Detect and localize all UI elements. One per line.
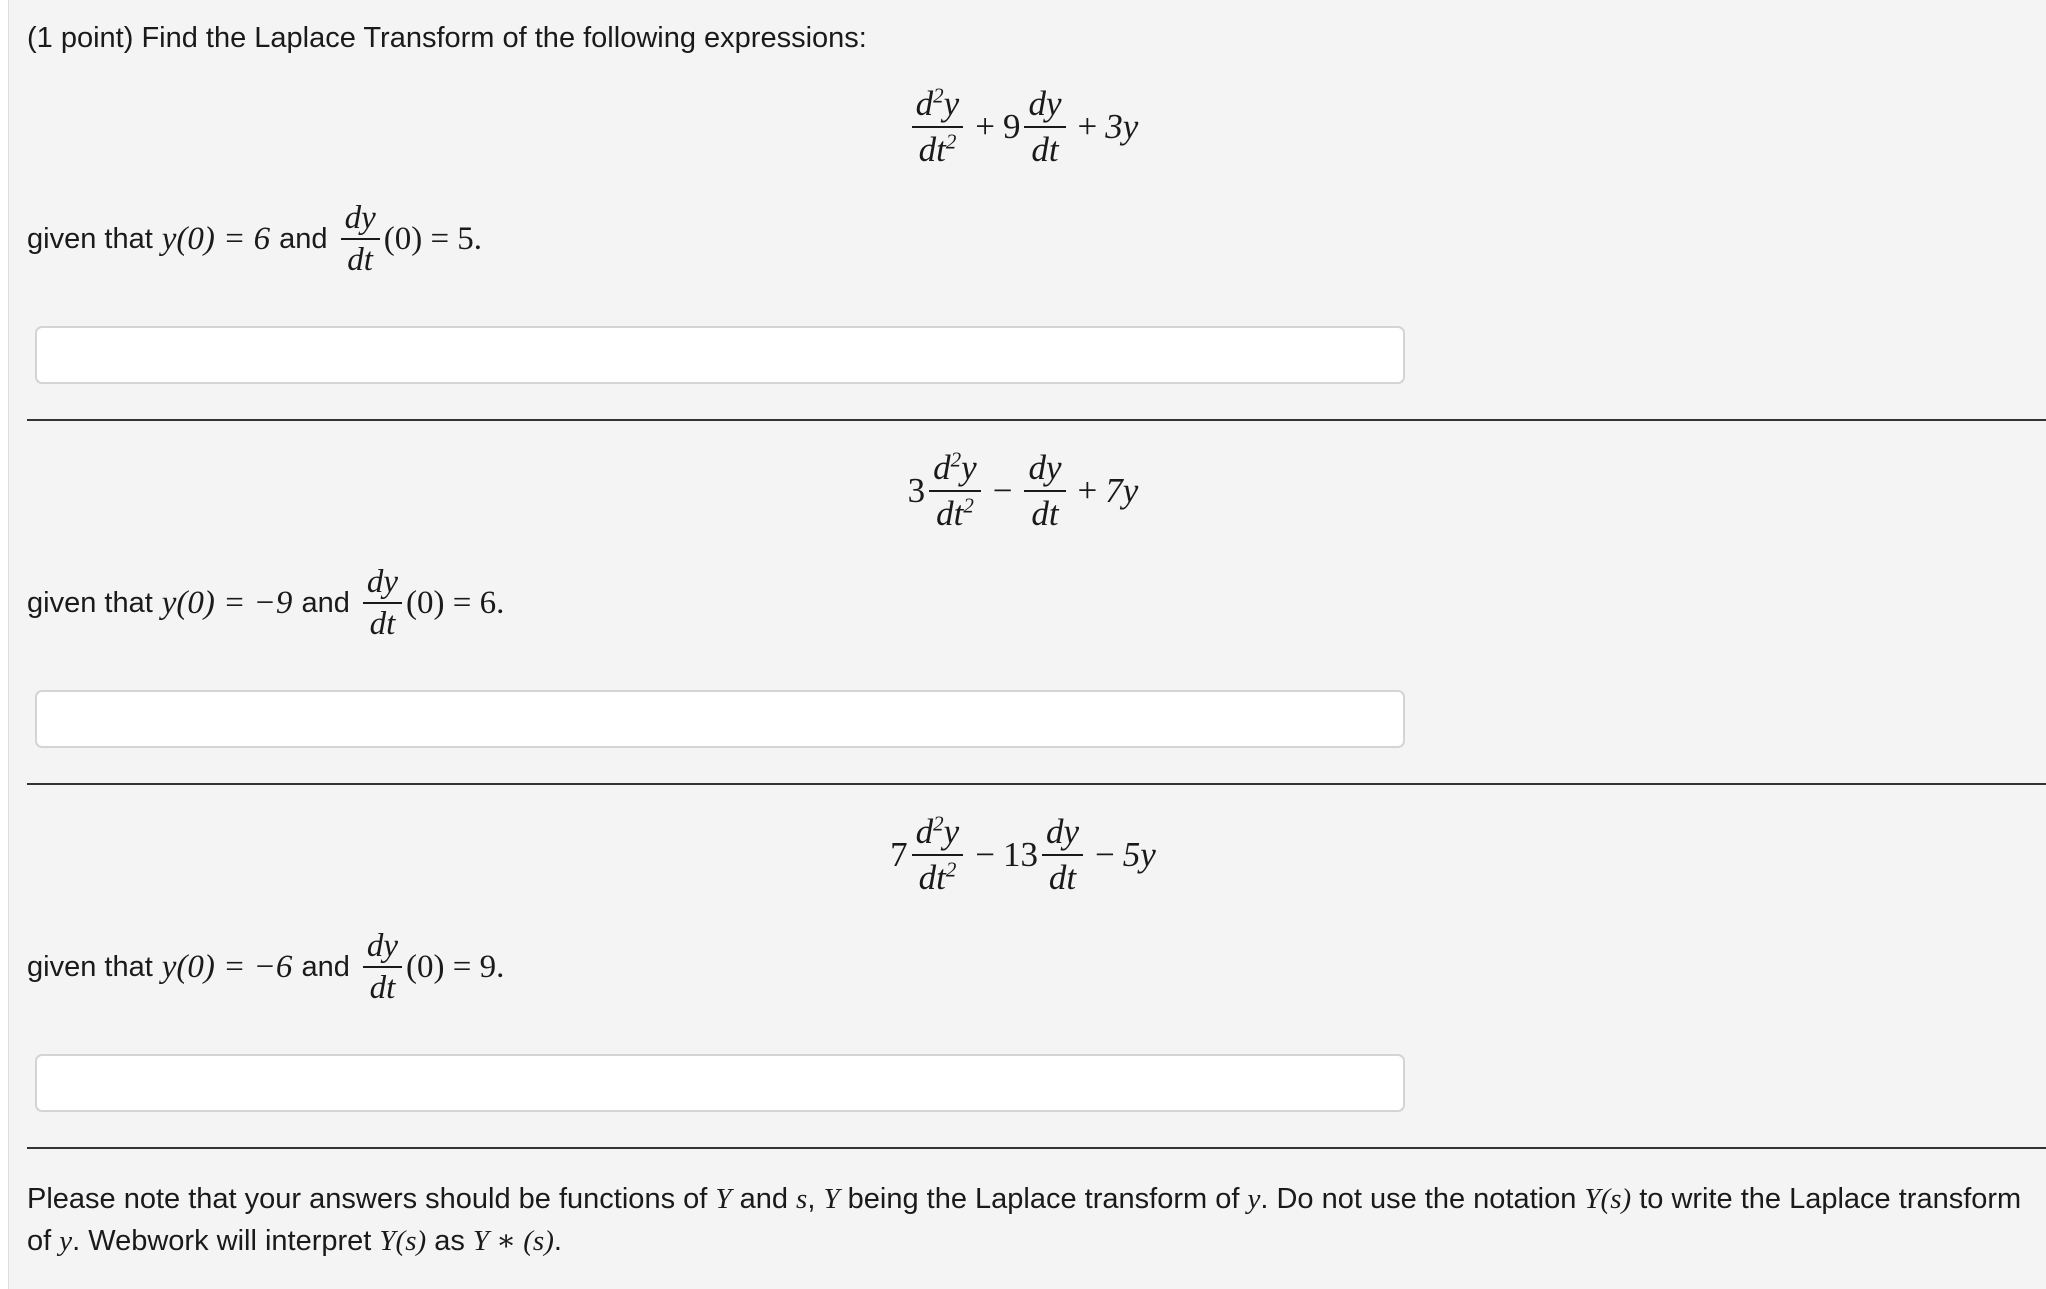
given-conditions-3: given that y(0) = −6 and $\frac{dy}{dt}$ (0) = 9. <box>27 928 505 1006</box>
notation-note: Please note that your answers should be functions of Y and s, Y being the Laplace transform of y. Do not use the notation Y(s) to write the Laplace transform of y. Webwork will interpret Y(s) as Y ∗ (s). <box>27 1183 2022 1257</box>
expr-coef: 9 <box>1002 107 1021 146</box>
expr-operator: + <box>975 107 995 146</box>
divider <box>27 1147 2046 1149</box>
divider <box>27 419 2046 421</box>
divider <box>27 783 2046 785</box>
dy-dt-fraction: $\frac{dy}{dt}$ <box>341 198 380 280</box>
expr-coef: 13 <box>1002 835 1038 874</box>
expression-1 <box>0 82 2046 172</box>
answer-input-3[interactable] <box>35 1054 1405 1112</box>
expression-2 <box>0 446 2046 536</box>
dy-dt-fraction: $\frac{dy}{dt}$ <box>363 562 402 644</box>
initial-derivative: (0) = 9. <box>405 948 505 985</box>
expression-3 <box>0 810 2046 900</box>
initial-value: y(0) = −9 <box>161 584 293 621</box>
expr-operator: + <box>1077 107 1098 146</box>
expr-term: 7y <box>1105 471 1139 510</box>
given-conditions-2: given that y(0) = −9 and $\frac{dy}{dt}$ (0) = 6. <box>27 564 505 642</box>
first-derivative-fraction: $\frac{dy}{dt}$ <box>1042 810 1083 900</box>
initial-value: y(0) = 6 <box>161 220 271 257</box>
first-derivative-fraction: $\frac{dy}{dt}$ <box>1024 446 1065 536</box>
expr-operator: + <box>1077 471 1098 510</box>
expr-operator: − <box>1095 835 1115 874</box>
first-derivative-fraction: $\frac{dy}{dt}$ <box>1024 82 1065 172</box>
dy-dt-fraction: $\frac{dy}{dt}$ <box>363 926 402 1008</box>
answer-input-1[interactable] <box>35 326 1405 384</box>
second-derivative-fraction: $\frac{d^2y}{dt^2}$ <box>929 446 981 536</box>
expr-term: 3y <box>1105 107 1139 146</box>
initial-value: y(0) = −6 <box>161 948 293 985</box>
answer-input-2[interactable] <box>35 690 1405 748</box>
expr-coef: 3 <box>907 471 926 510</box>
second-derivative-fraction: $\frac{d^2y}{dt^2}$ <box>912 82 964 172</box>
given-conditions-1: given that y(0) = 6 and $\frac{dy}{dt}$ (0) = 5. <box>27 200 483 278</box>
expr-operator: − <box>975 835 995 874</box>
expr-operator: − <box>992 471 1013 510</box>
problem-intro: (1 point) Find the Laplace Transform of the following expressions: <box>27 22 867 54</box>
second-derivative-fraction: $\frac{d^2y}{dt^2}$ <box>912 810 964 900</box>
expr-coef: 7 <box>890 835 908 874</box>
initial-derivative: (0) = 6. <box>405 584 505 621</box>
expr-term: 5y <box>1122 835 1156 874</box>
initial-derivative: (0) = 5. <box>383 220 483 257</box>
